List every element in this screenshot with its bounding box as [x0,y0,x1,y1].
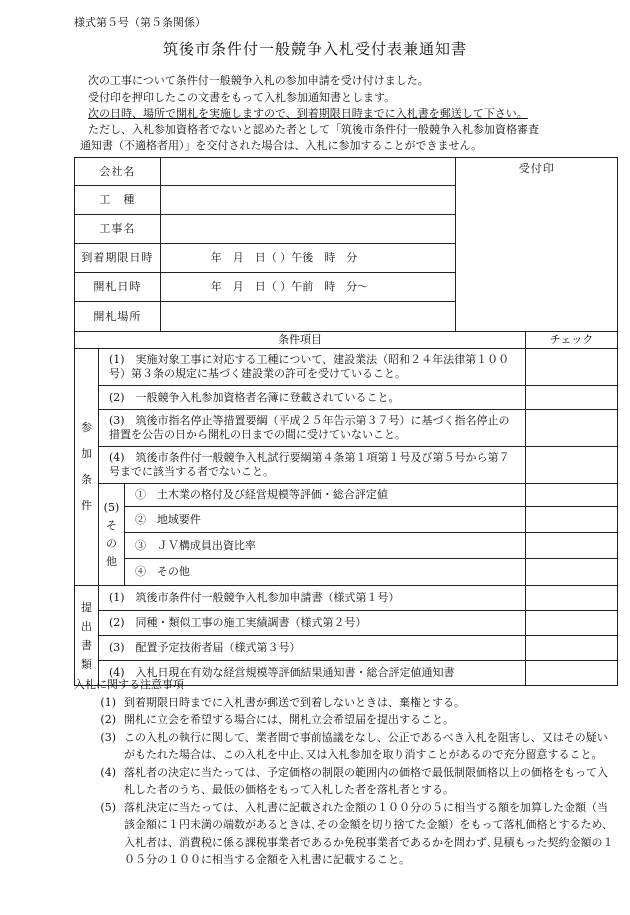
work-type-value [160,186,456,215]
stamp-box [456,158,618,332]
participation-conditions-label: 参 加 条 件 [75,349,99,586]
intro-line-5: 通知書（不適格者用）」を交付された場合は、入札に参加することができません。 [80,139,483,152]
work-type-label: 工 種 [75,186,161,215]
note-item [74,799,618,869]
condition-item-1: (1) 実施対象工事に対応する工種について、建設業法（昭和２４年法律第１００号）第３条の規定に基づく建設業の許可を受けていること。 [98,349,525,386]
form-number: 様式第５号（第５条関係） [74,16,206,29]
work-name-value [160,215,456,244]
intro-line-1: 次の工事について条件付一般競争入札の参加申請を受け付けました。 [88,74,429,87]
note-item [74,711,618,729]
info-table [74,157,618,332]
condition-item-2: (2) 一般競争入札参加資格者名簿に登載されていること。 [98,386,525,410]
note-item [74,729,618,764]
note-number: (2) [100,713,116,726]
other-item-4: ④ その他 [124,559,525,586]
other-item-3: ③ ＪＶ構成員出資比率 [124,533,525,559]
check-cell[interactable] [526,349,618,386]
check-cell[interactable] [526,533,618,559]
check-header: チェック [526,332,618,349]
document-item-4: (4) 入札日現在有効な経営規模等評価結果通知書・総合評定値通知書 [98,661,525,686]
check-cell[interactable] [526,410,618,447]
note-number: (5) [100,800,116,814]
note-text: 落札決定に当たっては、入札書に記載された金額の１００分の５に相当する額を加算した金額（当該金額に１円未満の端数があるときは､その金額を切り捨てた金額）をもって落札価格とするため、入札者は、消費税に係る課税事業者であるか免税事業者であるかを問わず､見積もった契約金額の１０５分の１００に相当する金額を入札書に記載すること。 [124,800,614,866]
check-cell[interactable] [526,447,618,484]
check-cell[interactable] [526,559,618,586]
intro-line-3: 次の日時、場所で開札を実施しますので、到着期限日時までに入札書を郵送して下さい。 [88,107,528,120]
document-item-3: (3) 配置予定技術者届（様式第３号） [98,636,525,661]
check-cell[interactable] [526,586,618,611]
note-item [74,694,618,712]
opening-date-value: 年 月 日（ ）午前 時 分～ [160,273,456,302]
stamp-label: 受付印 [518,162,555,175]
bidding-notes [74,676,618,869]
check-cell[interactable] [526,507,618,533]
note-text: この入札の執行に関して、業者間で事前協議をなし、公正であるべき入札を阻害し、又はその疑いがもたれた場合は、この入札を中止､又は入札参加を取り消すことがあるので充分留意すること。 [124,730,608,761]
check-cell[interactable] [526,636,618,661]
work-name-label: 工事名 [75,215,161,244]
check-cell[interactable] [526,611,618,636]
document-item-2: (2) 同種・類似工事の施工実績調書（様式第２号） [98,611,525,636]
deadline-label: 到着期限日時 [75,244,161,273]
check-cell[interactable] [526,386,618,410]
note-text: 落札者の決定に当たっては、予定価格の制限の範囲内の価格で最低制限価格以上の価格をもって入札した者のうち、最低の価格をもって入札した者を落札者とする。 [124,765,608,796]
intro-line-2: 受付印を押印したこの文書をもって入札参加通知書とします。 [88,91,396,104]
note-text: 開札に立会を希望する場合には、開札立会希望届を提出すること。 [124,713,454,726]
note-number: (1) [100,695,116,709]
other-conditions-label: (5) そ の 他 [98,484,124,586]
opening-place-value [160,302,456,332]
conditions-table [74,331,618,686]
notes-heading: 入札に関する注意事項 [74,678,184,691]
company-label: 会社名 [75,158,161,186]
opening-date-label: 開札日時 [75,273,161,302]
document-item-1: (1) 筑後市条件付一般競争入札参加申請書（様式第１号） [98,586,525,611]
note-number: (4) [100,765,116,779]
deadline-value: 年 月 日（ ）午後 時 分 [160,244,456,273]
note-number: (3) [100,730,116,744]
condition-item-3: (3) 筑後市指名停止等措置要綱（平成２５年告示第３７号）に基づく指名停止の措置を公告の日から開札の日までの間に受けていないこと。 [98,410,525,447]
intro-line-4: ただし、入札参加資格者でないと認めた者として「筑後市条件付一般競争入札参加資格審査 [88,123,539,136]
check-cell[interactable] [526,484,618,507]
opening-place-label: 開札場所 [75,302,161,332]
condition-header: 条件項目 [75,332,526,349]
company-value [160,158,456,186]
note-text: 到着期限日時までに入札書が郵送で到着しないときは、棄権とする。 [124,695,465,709]
other-item-2: ② 地域要件 [124,507,525,533]
submission-documents-label: 提 出 書 類 [75,586,99,686]
note-item [74,764,618,799]
document-title: 筑後市条件付一般競争入札受付表兼通知書 [162,40,467,58]
condition-item-4: (4) 筑後市条件付一般競争入札試行要綱第４条第１項第１号及び第５号から第７号までに該当する者でないこと。 [98,447,525,484]
other-item-1: ① 土木業の格付及び経営規模等評価・総合評定値 [124,484,525,507]
